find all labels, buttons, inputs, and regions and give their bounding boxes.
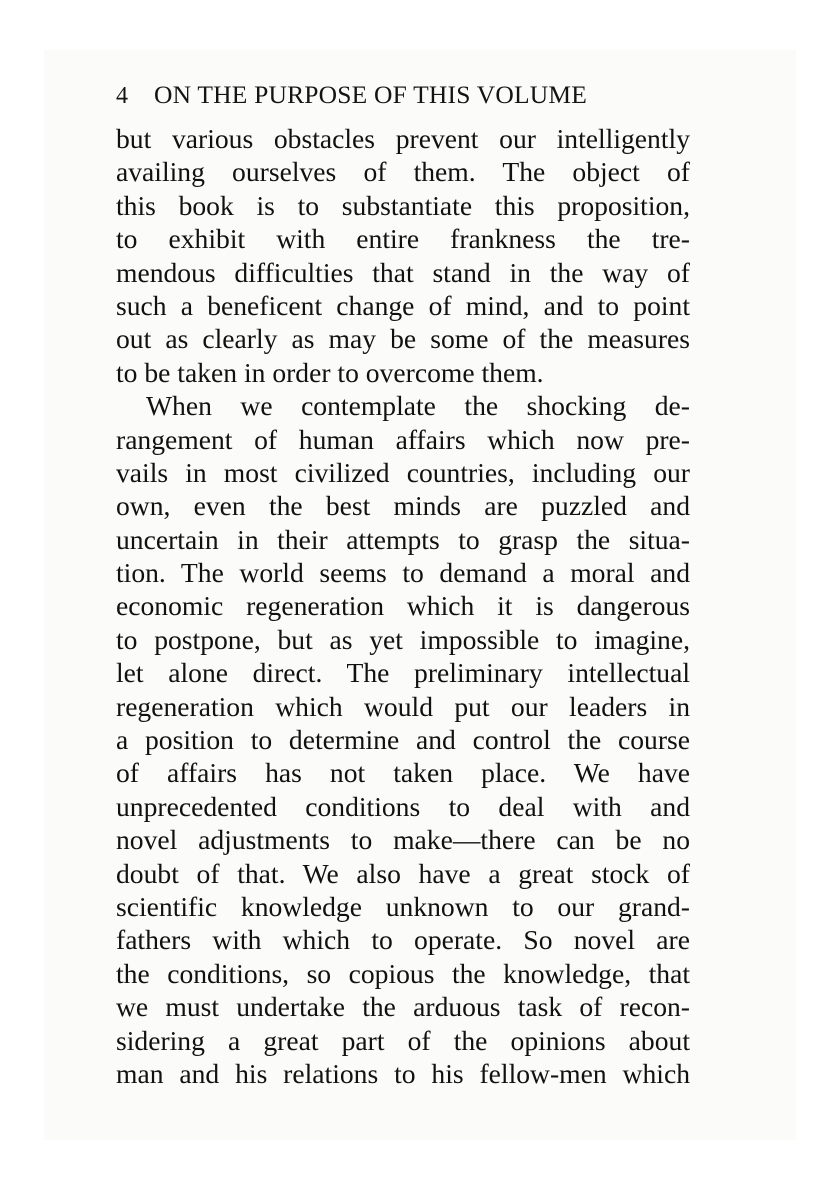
text-line: we must undertake the arduous task of recon- xyxy=(116,991,690,1023)
text-line: vails in most civilized countries, including our xyxy=(116,456,690,488)
text-line: rangement of human affairs which now pre- xyxy=(116,423,690,455)
paragraph-2 xyxy=(116,389,690,1090)
text-line: economic regeneration which it is dangerous xyxy=(116,590,690,622)
text-line: fathers with which to operate. So novel are xyxy=(116,924,690,956)
text-line: to be taken in order to overcome them. xyxy=(116,356,544,388)
text-line: this book is to substantiate this proposition, xyxy=(116,189,690,221)
text-line: of affairs has not taken place. We have xyxy=(116,757,690,789)
text-line: man and his relations to his fellow-men which xyxy=(116,1057,690,1089)
text-line: availing ourselves of them. The object of xyxy=(116,156,690,188)
paragraph-1 xyxy=(116,122,690,389)
text-line: tion. The world seems to demand a moral and xyxy=(116,557,690,589)
text-line: out as clearly as may be some of the measures xyxy=(116,323,690,355)
text-line: When we contemplate the shocking de- xyxy=(146,390,690,422)
text-line: let alone direct. The preliminary intellectual xyxy=(116,657,690,689)
text-line: to postpone, but as yet impossible to imagine, xyxy=(116,623,690,655)
text-line: scientific knowledge unknown to our grand- xyxy=(116,890,690,922)
text-line: doubt of that. We also have a great stock of xyxy=(116,857,690,889)
text-line: the conditions, so copious the knowledge, that xyxy=(116,957,690,989)
text-line: sidering a great part of the opinions about xyxy=(116,1024,690,1056)
text-line: such a beneficent change of mind, and to point xyxy=(116,289,690,321)
text-line: regeneration which would put our leaders in xyxy=(116,690,690,722)
text-line: novel adjustments to make—there can be no xyxy=(116,824,690,856)
text-line: unprecedented conditions to deal with and xyxy=(116,790,690,822)
text-line: uncertain in their attempts to grasp the situa- xyxy=(116,523,690,555)
text-line: mendous difficulties that stand in the way of xyxy=(116,256,690,288)
text-line: own, even the best minds are puzzled and xyxy=(116,490,690,522)
text-line: but various obstacles prevent our intelligently xyxy=(116,123,690,154)
page-number: 4 xyxy=(116,83,129,109)
running-head xyxy=(116,80,696,120)
text-line: to exhibit with entire frankness the tre- xyxy=(116,223,690,255)
running-head-title: ON THE PURPOSE OF THIS VOLUME xyxy=(154,80,587,109)
body-text xyxy=(116,122,690,1090)
text-line: a position to determine and control the course xyxy=(116,724,690,756)
